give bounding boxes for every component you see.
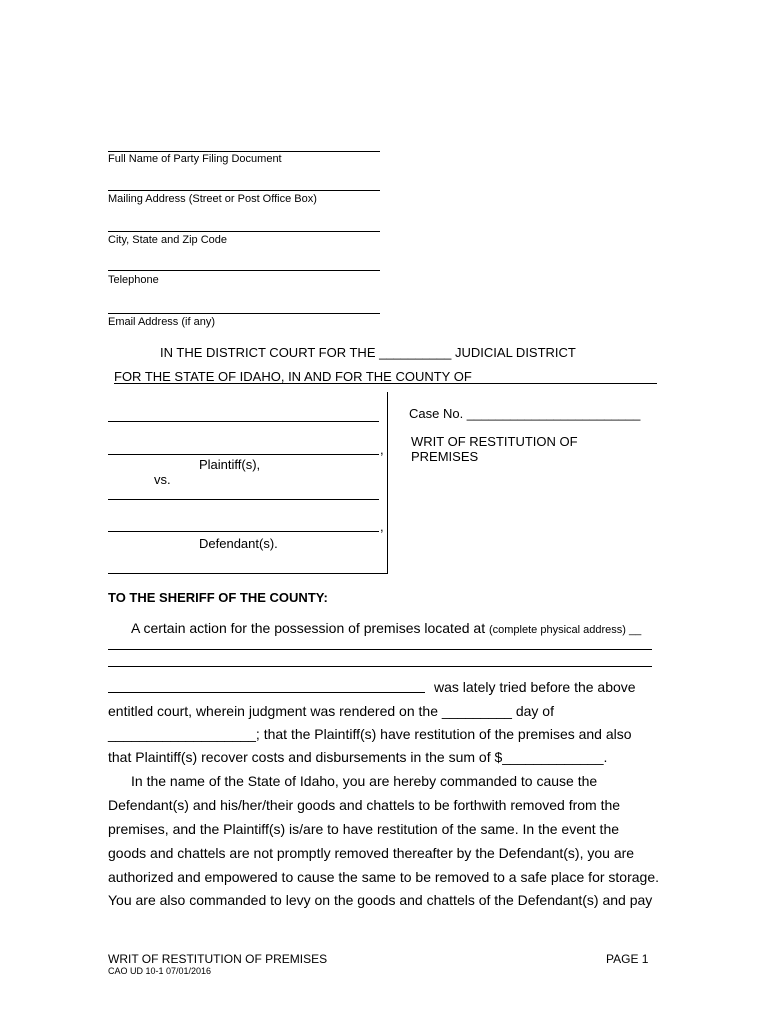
telephone-line[interactable] (108, 270, 380, 271)
document-title-line2: PREMISES (411, 449, 479, 464)
action-paragraph-line4: was lately tried before the above (434, 679, 636, 695)
plaintiff-name-line-1[interactable] (108, 421, 379, 422)
address-line-2[interactable] (108, 666, 652, 667)
full-name-line[interactable] (108, 151, 380, 152)
case-number-field[interactable]: Case No. ________________________ (409, 406, 641, 421)
command-paragraph-line4: goods and chattels are not promptly removed thereafter by the Defendant(s), you are (108, 845, 635, 861)
mailing-address-line[interactable] (108, 190, 380, 191)
action-paragraph-line1 (131, 620, 641, 636)
action-paragraph-line7: that Plaintiff(s) recover costs and disbursements in the sum of $_____________. (108, 749, 608, 765)
email-line[interactable] (108, 313, 380, 314)
plaintiff-label: Plaintiff(s), (199, 457, 261, 472)
action-paragraph-start: A certain action for the possession of premises located at (131, 620, 489, 636)
court-heading-underline (114, 383, 657, 384)
mailing-address-label: Mailing Address (Street or Post Office Box) (108, 193, 317, 205)
telephone-label: Telephone (108, 274, 159, 286)
vs-label: vs. (154, 472, 171, 487)
defendant-label: Defendant(s). (199, 536, 278, 551)
command-paragraph-line6: You are also commanded to levy on the goods and chattels of the Defendant(s) and pay (108, 892, 653, 908)
sheriff-heading: TO THE SHERIFF OF THE COUNTY: (108, 590, 328, 605)
court-heading-line2: FOR THE STATE OF IDAHO, IN AND FOR THE COUNTY OF (114, 369, 472, 384)
city-state-zip-line[interactable] (108, 231, 380, 232)
email-label: Email Address (if any) (108, 316, 215, 328)
document-title-line1: WRIT OF RESTITUTION OF (411, 434, 578, 449)
footer-form-code: CAO UD 10-1 07/01/2016 (108, 966, 212, 976)
defendant-name-line-2[interactable] (108, 531, 379, 532)
command-paragraph-line3: premises, and the Plaintiff(s) is/are to have restitution of the same. In the event the (108, 821, 620, 837)
command-paragraph-line5: authorized and empowered to cause the same to be removed to a safe place for storage. (108, 869, 659, 885)
address-tail: __ (625, 624, 642, 636)
plaintiff-name-line-2[interactable] (108, 454, 379, 455)
caption-bottom-line (108, 573, 388, 574)
court-heading-line1: IN THE DISTRICT COURT FOR THE __________ JUDICIAL DISTRICT (160, 345, 576, 360)
command-paragraph-line2: Defendant(s) and his/her/their goods and chattels to be forthwith removed from the (108, 797, 621, 813)
footer-page-number: PAGE 1 (606, 952, 649, 966)
address-line-1[interactable] (108, 649, 652, 650)
address-line-3[interactable] (108, 692, 425, 693)
command-paragraph-line1: In the name of the State of Idaho, you are hereby commanded to cause the (131, 773, 598, 789)
defendant-comma: , (380, 519, 384, 534)
address-hint: (complete physical address) (488, 624, 626, 636)
footer-title: WRIT OF RESTITUTION OF PREMISES (108, 952, 328, 966)
full-name-label: Full Name of Party Filing Document (108, 153, 282, 165)
action-paragraph-line5: entitled court, wherein judgment was rendered on the _________ day of (108, 703, 554, 719)
city-state-zip-label: City, State and Zip Code (108, 234, 228, 246)
caption-divider (387, 392, 388, 574)
action-paragraph-line6: ___________________; that the Plaintiff(s) have restitution of the premises and also (108, 726, 632, 742)
plaintiff-comma: , (380, 442, 384, 457)
defendant-name-line-1[interactable] (108, 499, 379, 500)
